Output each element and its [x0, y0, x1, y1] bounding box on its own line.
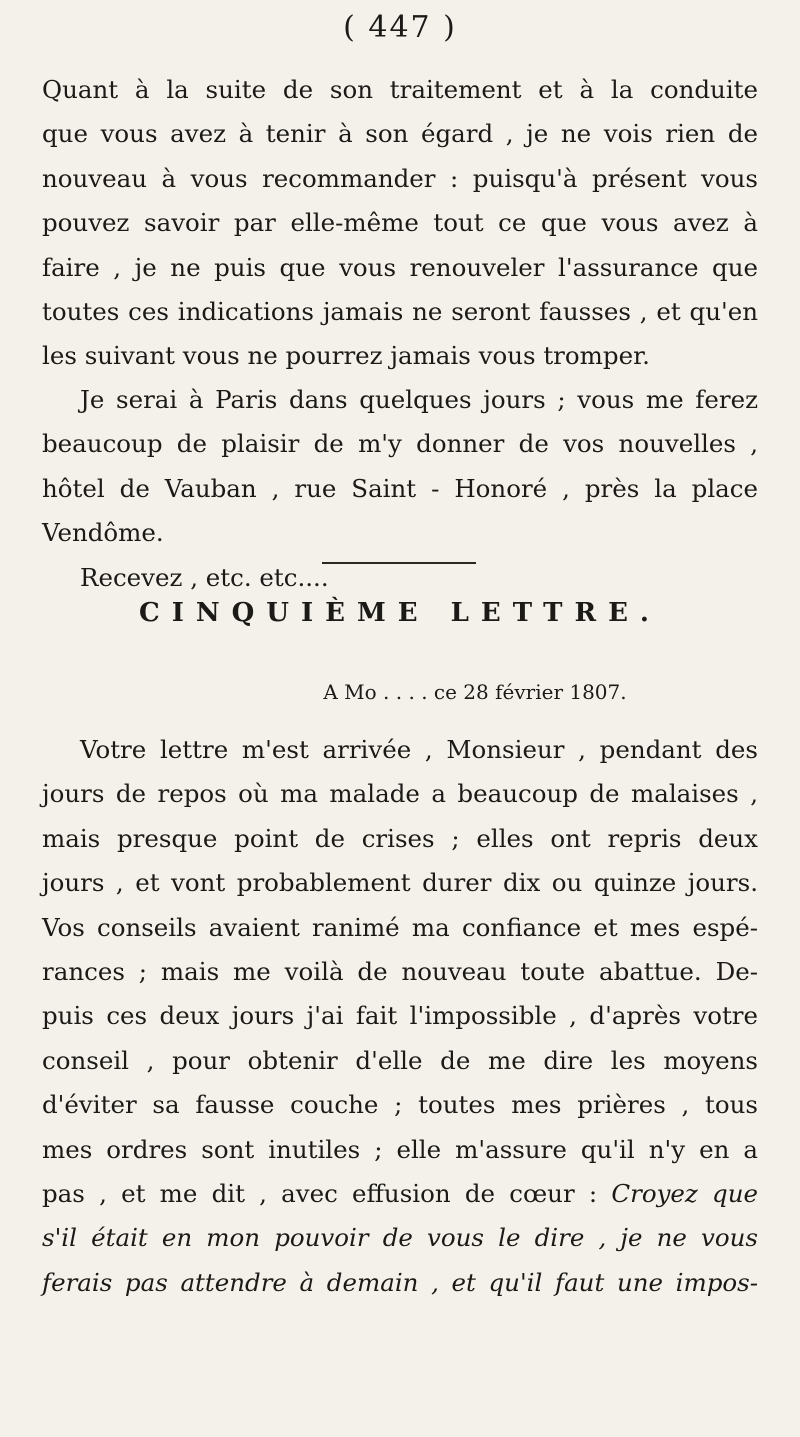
letter-body	[42, 728, 758, 1305]
text-line: beaucoup de plaisir de m'y donner de vos nouvelles ,	[42, 429, 758, 459]
text-line: jours de repos où ma malade a beaucoup de malaises ,	[42, 779, 758, 809]
paragraph-traitement	[42, 68, 758, 379]
letter-heading: CINQUIÈME LETTRE.	[139, 598, 661, 628]
text-line: d'éviter sa fausse couche ; toutes mes prières , tous	[42, 1090, 758, 1120]
text-line: jours , et vont probablement durer dix ou quinze jours.	[42, 868, 758, 898]
paragraph-paris	[42, 378, 758, 600]
text-fragment: pas , et me dit , avec effusion de cœur :	[42, 1178, 598, 1208]
text-line-mixed	[42, 1172, 758, 1216]
text-line: Je serai à Paris dans quelques jours ; vous me ferez	[80, 385, 758, 414]
closing-line: Recevez , etc. etc....	[80, 562, 329, 592]
text-line: Vos conseils avaient ranimé ma confiance et mes espé-	[42, 912, 758, 942]
letter-dateline: A Mo . . . . ce 28 février 1807.	[323, 680, 627, 704]
text-line: les suivant vous ne pourrez jamais vous tromper.	[42, 341, 650, 371]
italic-fragment: Croyez que	[611, 1178, 758, 1208]
text-line: faire , je ne puis que vous renouveler l'assurance que	[42, 252, 758, 282]
text-line: Quant à la suite de son traitement et à la conduite	[42, 75, 758, 104]
text-line: hôtel de Vauban , rue Saint - Honoré , près la place	[42, 473, 758, 503]
text-line: toutes ces indications jamais ne seront fausses , et qu'en	[42, 296, 758, 326]
text-line: nouveau à vous recommander : puisqu'à présent vous	[42, 163, 758, 193]
text-line: puis ces deux jours j'ai fait l'impossible , d'après votre	[42, 1001, 758, 1031]
italic-text-line: ferais pas attendre à demain , et qu'il faut une impos-	[42, 1267, 758, 1297]
text-line: Vendôme.	[42, 518, 164, 548]
text-line: conseil , pour obtenir d'elle de me dire les moyens	[42, 1045, 758, 1075]
text-line: rances ; mais me voilà de nouveau toute abattue. De-	[42, 956, 758, 986]
italic-text-line: s'il était en mon pouvoir de vous le dire , je ne vous	[42, 1223, 758, 1253]
text-line: mais presque point de crises ; elles ont repris deux	[42, 823, 758, 853]
section-divider	[322, 562, 476, 564]
text-line: pouvez savoir par elle-même tout ce que vous avez à	[42, 208, 758, 238]
text-line: que vous avez à tenir à son égard , je ne vois rien de	[42, 119, 758, 149]
page-number: ( 447 )	[343, 10, 457, 45]
text-line: Votre lettre m'est arrivée , Monsieur , pendant des	[80, 735, 758, 764]
text-line: mes ordres sont inutiles ; elle m'assure qu'il n'y en a	[42, 1134, 758, 1164]
